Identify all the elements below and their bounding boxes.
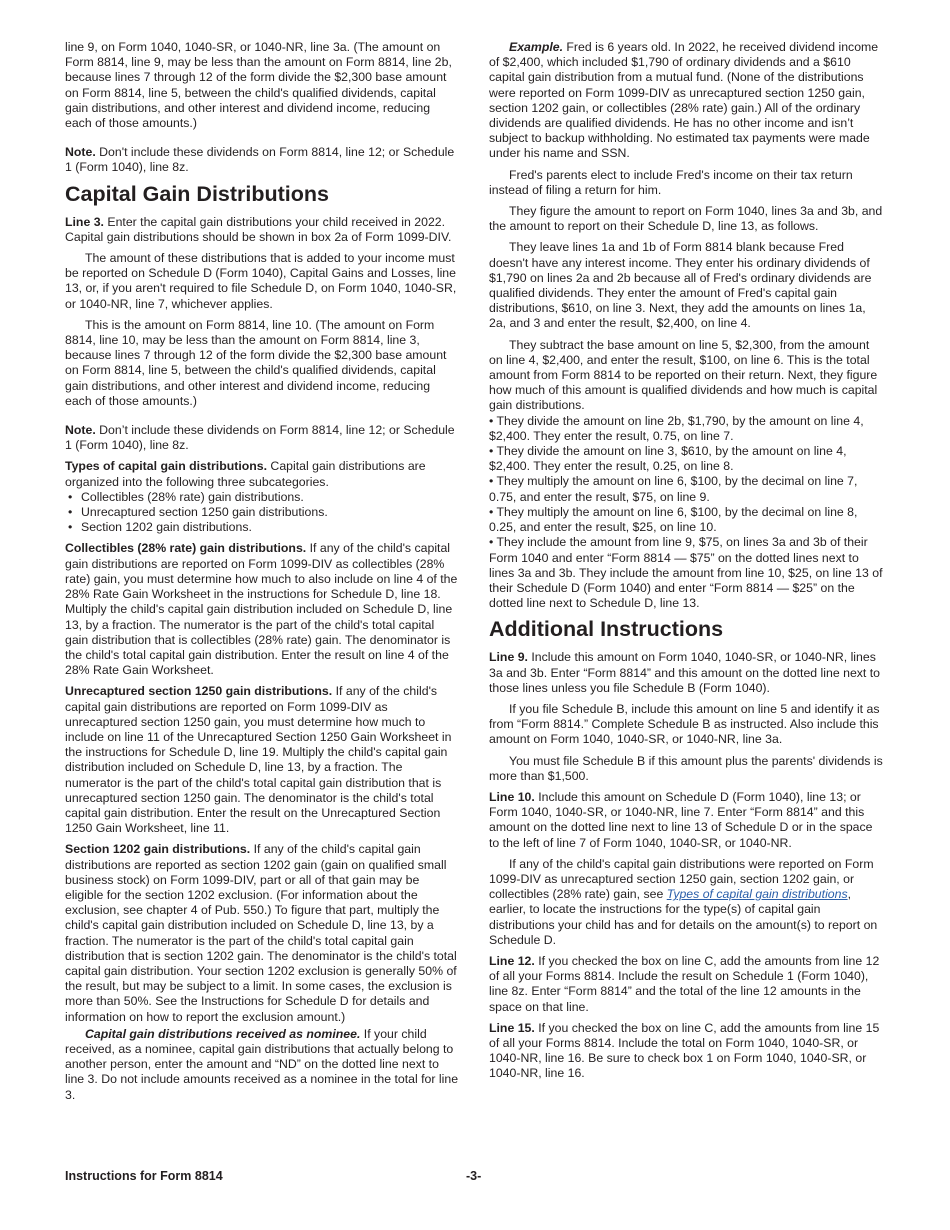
collectibles-text: If any of the child's capital gain distributions are reported on Form 1099-DIV as collectibles (28% rate) gain, you must determine how much to also include on line 4 of the 28% Rate Gain Worksheet in the instructions for Schedule D, line 18. Multiply the child's capital gain distribution included on Schedule D, line 13, by a fraction. The numerator is the part of the child's total capital gain distribution that is collectibles (28% rate) gain. The denominator is the child's total capital gain distribution. Enter the result on line 4 of the 28% Rate Gain Worksheet. — [65, 541, 458, 678]
section-1202-label: Section 1202 gain distributions. — [65, 842, 251, 857]
example-paragraph — [489, 40, 884, 162]
note-paragraph-2 — [65, 423, 460, 453]
line9-text: Include this amount on Form 1040, 1040-SR, or 1040-NR, lines 3a and 3b. Enter “Form 8814” and this amount on the dotted line next to those lines unless you file Schedule B (Form 1040). — [489, 650, 881, 695]
line3-text: Enter the capital gain distributions your child received in 2022. Capital gain distributions should be shown in box 2a of Form 1099-DIV. — [65, 214, 452, 244]
note-text: Don't include these dividends on Form 8814, line 12; or Schedule 1 (Form 1040), line 8z. — [65, 145, 455, 175]
line15-text: If you checked the box on line C, add the amounts from line 15 of all your Forms 8814. Include the total on Form 1040, 1040-SR, or 1040-NR, line 16. Be sure to check box 1 on Form 1040, 1040-SR, or 1040-NR, line 16. — [489, 1020, 880, 1081]
section-1202-paragraph — [65, 842, 460, 1024]
schedule-b-paragraph: If you file Schedule B, include this amount on line 5 and identify it as from “Form 8814.” Complete Schedule B as instructed. Also include this amount on Form 1040, 1040-SR, or 1040-NR, line 3a. — [489, 701, 880, 747]
list-item: • Section 1202 gain distributions. — [81, 520, 460, 535]
line12-paragraph — [489, 954, 884, 1015]
page-number: -3- — [466, 1169, 482, 1183]
heading-capital-gain-distributions: Capital Gain Distributions — [65, 181, 329, 206]
line15-paragraph — [489, 1021, 884, 1082]
section-1202-text: If any of the child's capital gain distributions are reported as section 1202 gain (gain on qualified small business stock) on Form 1099-DIV, part or all of that gain may be eligible for the section 1202 exclusion. (For information about the exclusion, see chapter 4 of Pub. 550.) To figure that part, multiply the child's capital gain distribution included on Schedule D, line 13, by a fraction. The numerator is the part of the child's total capital gain distribution that is section 1202 gain. The denominator is the child's total capital gain distribution. Your section 1202 exclusion is generally 50% of the result, but may be subject to a limit. In some cases, the exclusion is more than 50%. See the Instructions for Schedule D for details and information on how to report the exclusion amount.) — [65, 842, 457, 1024]
figure-paragraph: They figure the amount to report on Form 1040, lines 3a and 3b, and the amount to report on their Schedule D, line 13, as follows. — [489, 204, 883, 234]
note-label: Note. — [65, 145, 96, 160]
list-item: • They multiply the amount on line 6, $100, by the decimal on line 8, 0.25, and enter the result, $25, on line 10. — [489, 504, 858, 535]
line10-label: Line 10. — [489, 789, 535, 804]
subtract-paragraph: They subtract the base amount on line 5, $2,300, from the amount on line 4, $2,400, and enter the result, $100, on line 6. This is the total amount from Form 8814 to be reported on their return. Next, they figure how much of this amount is qualified dividends and how much is capital gain distributions. — [489, 337, 878, 413]
example-steps-list — [489, 414, 884, 612]
line10-text: Include this amount on Schedule D (Form 1040), line 13; or Form 1040, 1040-SR, or 1040-NR, line 7. Enter “Form 8814” and this amount on the dotted line next to line 13 of Schedule D or in the space to the left of line 7 of Form 1040, 1040-SR, or 1040-NR. — [489, 789, 873, 850]
this-amount-paragraph: This is the amount on Form 8814, line 10. (The amount on Form 8814, line 10, may be less than the amount on Form 8814, line 3, because lines 7 through 12 of the form divide the $2,300 base amount on Form 8814, line 5, between the child's qualified dividends, capital gain distributions, and other interest and dividend income, reducing each of those amounts.) — [65, 317, 447, 408]
types-of-capital-gain-link[interactable]: Types of capital gain distributions — [666, 887, 848, 902]
nominee-paragraph — [65, 1027, 460, 1103]
nominee-label: Capital gain distributions received as nominee. — [85, 1026, 361, 1041]
intro-paragraph: line 9, on Form 1040, 1040-SR, or 1040-NR, line 3a. (The amount on Form 8814, line 9, may be less than the amount on Form 8814, line 2b, because lines 7 through 12 of the form divide the $2,300 base amount on Form 8814, line 5, between the child's qualified dividends, capital gain distributions, and other interest and dividend income, reducing each of those amounts.) — [65, 40, 452, 131]
types-list — [65, 490, 460, 536]
line9-paragraph — [489, 650, 884, 696]
list-item: • They include the amount from line 9, $75, on lines 3a and 3b of their Form 1040 and enter “Form 8814 — $75” on the dotted lines next to lines 3a and 3b. They include the amount from line 10, $25, on line 13 of their Schedule D (Form 1040) and enter “Form 8814 — $25” on the dotted line next to Schedule D, line 13. — [489, 535, 883, 611]
collectibles-label: Collectibles (28% rate) gain distributions. — [65, 541, 307, 556]
unrecaptured-text: If any of the child's capital gain distributions are reported on Form 1099-DIV as unrecaptured section 1250 gain, you must determine how much to include on line 11 of the Unrecaptured Section 1250 Gain Worksheet in the instructions for Schedule D, line 19. Multiply the child's capital gain distribution included on Schedule D, line 13, by a fraction. The numerator is the part of the child's total capital gain distribution that is unrecaptured section 1250 gain. The denominator is the child's total capital gain distribution. Enter the result on the Unrecaptured Section 1250 Gain Worksheet, line 11. — [65, 684, 452, 836]
line3-paragraph — [65, 215, 460, 245]
nominee-text: If your child received, as a nominee, capital gain distributions that actually belong to another person, enter the amount and “ND” on the dotted line next to line 3. Do not include amounts received as a nominee in the total for line 3. — [65, 1026, 459, 1102]
list-item: • They divide the amount on line 2b, $1,790, by the amount on line 4, $2,400. They enter the result, 0.75, on line 7. — [489, 413, 864, 443]
example-label: Example. — [509, 40, 563, 54]
list-item: • They divide the amount on line 3, $610, by the amount on line 4, $2,400. They enter the result, 0.25, on line 8. — [489, 444, 847, 474]
if-any-paragraph: If any of the child's capital gain distributions were reported on Form 1099-DIV as unrecaptured section 1250 gain, section 1202 gain, or collectibles (28% rate) gain, see Types of capital gain distributions, earlier, to locate the instructions for the type(s) of capital gain distributions your child has and for details on the amount(s) to report on Schedule D. — [489, 856, 878, 947]
list-item: • Unrecaptured section 1250 gain distributions. — [81, 505, 460, 520]
note-text: Don’t include these dividends on Form 8814, line 12; or Schedule 1 (Form 1040), line 8z. — [65, 423, 455, 453]
types-label: Types of capital gain distributions. — [65, 459, 268, 474]
types-text: Capital gain distributions are organized into the following three subcategories. — [65, 459, 426, 489]
list-item: • Collectibles (28% rate) gain distributions. — [81, 490, 460, 505]
footer-title: Instructions for Form 8814 — [65, 1169, 223, 1183]
note-label: Note. — [65, 423, 96, 438]
line12-label: Line 12. — [489, 953, 535, 968]
unrecaptured-label: Unrecaptured section 1250 gain distributions. — [65, 684, 333, 699]
types-paragraph — [65, 459, 460, 489]
left-column — [65, 40, 460, 1109]
amount-paragraph: The amount of these distributions that is added to your income must be reported on Schedule D (Form 1040), Capital Gains and Losses, line 13, or, if you aren't required to file Schedule D, on Form 1040, 1040-SR, or 1040-NR, line 7, whichever applies. — [65, 251, 457, 311]
line15-label: Line 15. — [489, 1020, 535, 1035]
line9-label: Line 9. — [489, 650, 528, 665]
list-item: • They multiply the amount on line 6, $100, by the decimal on line 7, 0.75, and enter the result, $75, on line 9. — [489, 474, 858, 504]
heading-additional-instructions: Additional Instructions — [489, 617, 724, 642]
line10-paragraph — [489, 790, 884, 851]
unrecaptured-paragraph — [65, 684, 460, 836]
collectibles-paragraph — [65, 541, 460, 678]
parents-paragraph: Fred's parents elect to include Fred's income on their tax return instead of filing a return for him. — [489, 167, 853, 197]
note-paragraph — [65, 145, 460, 175]
line12-text: If you checked the box on line C, add the amounts from line 12 of all your Forms 8814. Include the result on Schedule 1 (Form 1040), line 8z. Enter “Form 8814” and the total of the line 12 amounts in the space on that line. — [489, 953, 880, 1014]
right-column — [489, 40, 884, 1088]
must-file-paragraph: You must file Schedule B if this amount plus the parents' dividends is more than $1,500. — [489, 753, 883, 783]
example-text: Fred is 6 years old. In 2022, he received dividend income of $2,400, which included $1,790 of ordinary dividends and a $610 capital gain distribution from a mutual fund. (None of the distributions were reported on Form 1099-DIV as unrecaptured section 1250 gain, section 1202 gain, or collectibles (28% rate) gain.) All of the ordinary dividends are qualified dividends. He has no other income and isn’t subject to backup withholding. No estimated tax payments were made under his name and SSN. — [489, 40, 879, 161]
leave-paragraph: They leave lines 1a and 1b of Form 8814 blank because Fred doesn't have any interest income. They enter his ordinary dividends of $1,790 on lines 2a and 2b because all of Fred's ordinary dividends are qualified dividends. They enter the amount of Fred's capital gain distributions, $610, on line 3. Next, they add the amounts on lines 1a, 2a, and 3 and enter the result, $2,400, on line 4. — [489, 240, 872, 331]
line3-label: Line 3. — [65, 214, 104, 229]
